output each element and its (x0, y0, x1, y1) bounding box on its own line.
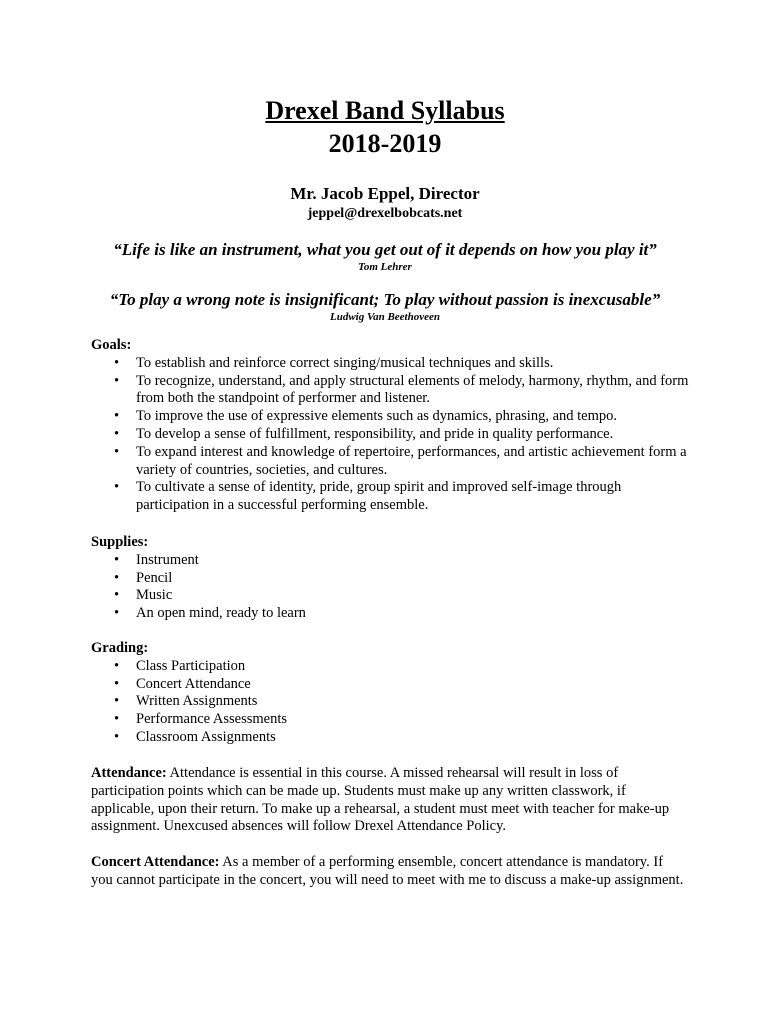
list-item-text: Music (136, 587, 173, 604)
list-item-text: Concert Attendance (136, 675, 251, 692)
list-item (91, 426, 691, 444)
bullet-icon: • (114, 443, 120, 460)
bullet-icon: • (114, 354, 120, 371)
quote-1: “Life is like an instrument, what you get out of it depends on how you play it” (113, 240, 657, 259)
concert-attendance-text: As a member of a performing ensemble, concert attendance is mandatory. If you cannot participate in the concert, you will need to meet with me to discuss a make-up assignment. (91, 854, 684, 888)
attendance-text: Attendance is essential in this course. A missed rehearsal will result in loss of participation points which can be made up. Students must make up any written classwork, if applicable, upon their return. To make up a rehearsal, a student must meet with teacher for make-up assignment. Unexcused absences will follow Drexel Attendance Policy. (91, 765, 670, 835)
list-item-text: To improve the use of expressive elements such as dynamics, phrasing, and tempo. (136, 408, 617, 425)
list-item (91, 587, 691, 605)
page-title: Drexel Band Syllabus (265, 96, 505, 125)
list-item-text: Classroom Assignments (136, 728, 276, 745)
list-item-text: To expand interest and knowledge of repertoire, performances, and artistic achievement form a variety of countries, societies, and cultures. (136, 443, 687, 478)
list-item (91, 570, 691, 588)
list-item (91, 408, 691, 426)
list-item (91, 479, 691, 515)
list-item-text: Instrument (136, 551, 199, 568)
grading-heading: Grading: (91, 640, 149, 656)
attendance-label: Attendance: (91, 765, 167, 781)
bullet-icon: • (114, 425, 120, 442)
attendance-paragraph (91, 765, 687, 836)
goals-section (91, 337, 691, 515)
bullet-icon: • (114, 657, 120, 674)
grading-section (91, 640, 691, 747)
list-item-text: An open mind, ready to learn (136, 605, 306, 622)
list-item (91, 729, 691, 747)
list-item-text: To establish and reinforce correct singing/musical techniques and skills. (136, 354, 554, 371)
quote-1-author: Tom Lehrer (358, 261, 412, 273)
bullet-icon: • (114, 551, 120, 568)
supplies-heading: Supplies: (91, 534, 149, 550)
director-name: Mr. Jacob Eppel, Director (290, 184, 480, 203)
bullet-icon: • (114, 569, 120, 586)
list-item (91, 552, 691, 570)
list-item (91, 711, 691, 729)
bullet-icon: • (114, 675, 120, 692)
bullet-icon: • (114, 372, 120, 389)
director-email: jeppel@drexelbobcats.net (307, 206, 463, 221)
goals-heading: Goals: (91, 337, 132, 353)
list-item (91, 693, 691, 711)
list-item-text: To recognize, understand, and apply structural elements of melody, harmony, rhythm, and form from both the standpoint of performer and listener. (136, 372, 689, 407)
bullet-icon: • (114, 479, 120, 496)
school-year: 2018-2019 (328, 129, 442, 158)
concert-attendance-label: Concert Attendance: (91, 854, 220, 870)
list-item (91, 355, 691, 373)
list-item-text: To develop a sense of fulfillment, responsibility, and pride in quality performance. (136, 425, 614, 442)
list-item-text: Performance Assessments (136, 711, 288, 728)
quote-2: “To play a wrong note is insignificant; To play without passion is inexcusable” (109, 290, 661, 309)
list-item (91, 605, 691, 623)
list-item-text: Pencil (136, 569, 173, 586)
bullet-icon: • (114, 693, 120, 710)
bullet-icon: • (114, 711, 120, 728)
concert-attendance-paragraph (91, 854, 687, 890)
quote-2-author: Ludwig Van Beethoveen (329, 311, 440, 323)
list-item (91, 676, 691, 694)
list-item-text: Class Participation (136, 657, 246, 674)
list-item (91, 373, 691, 409)
list-item-text: To cultivate a sense of identity, pride, group spirit and improved self-image through participation in a successful performing ensemble. (136, 479, 622, 514)
list-item (91, 658, 691, 676)
list-item-text: Written Assignments (136, 693, 258, 710)
bullet-icon: • (114, 587, 120, 604)
supplies-list (91, 552, 691, 623)
supplies-section (91, 534, 691, 623)
grading-list (91, 658, 691, 747)
bullet-icon: • (114, 728, 120, 745)
list-item (91, 444, 691, 480)
bullet-icon: • (114, 605, 120, 622)
bullet-icon: • (114, 408, 120, 425)
goals-list (91, 355, 691, 515)
